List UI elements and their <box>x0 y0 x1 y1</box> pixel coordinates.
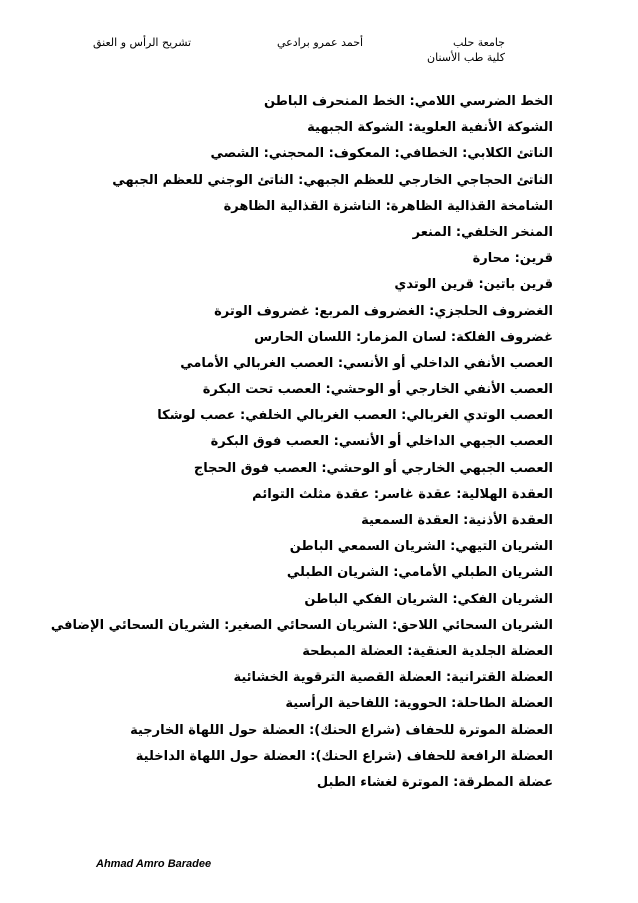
term-line: الشامخة القذالية الظاهرة: الناشزة القذالية الظاهرة <box>223 198 553 214</box>
term-line: العصب الجبهي الداخلي أو الأنسي: العصب فوق البكرة <box>210 434 553 450</box>
header-faculty: كلية طب الأسنان <box>427 51 505 64</box>
header-course: تشريح الرأس و العنق <box>93 36 192 49</box>
term-line: العصب الأنفي الخارجي أو الوحشي: العصب تحت البكرة <box>202 382 553 398</box>
term-line: الشوكة الأنفية العلوية: الشوكة الجبهية <box>307 120 553 136</box>
term-line: قرين: محارة <box>472 251 553 267</box>
term-line: الناتئ الكلابي: الخطافي: المعكوف: المحجني: الشصي <box>210 146 553 162</box>
term-line: العقدة الهلالية: عقدة غاسر: عقدة مثلث التوائم <box>252 486 553 502</box>
term-line: الخط الضرسي اللامي: الخط المنحرف الباطن <box>263 94 553 109</box>
term-line: العصب الجبهي الخارجي أو الوحشي: العصب فوق الحجاج <box>193 460 553 476</box>
term-line: العضلة الطاحلة: الحووية: اللفاحية الرأسية <box>285 696 553 712</box>
term-line: الشريان التيهي: الشريان السمعي الباطن <box>289 539 553 555</box>
term-line: عضلة المطرقة: الموترة لغشاء الطبل <box>316 774 553 790</box>
terms-list <box>50 92 553 799</box>
footer-author: Ahmad Amro Baradee <box>96 858 212 870</box>
term-line: الناتئ الحجاجي الخارجي للعظم الجبهي: الناتئ الوجني للعظم الجبهي <box>112 172 553 188</box>
term-line: العضلة الجلدية العنقية: العضلة المبطحة <box>302 643 553 659</box>
header-author: أحمد عمرو برادعي <box>277 36 364 49</box>
term-line: العضلة الرافعة للحفاف (شراع الحنك): العضلة حول اللهاة الداخلية <box>135 748 553 764</box>
term-line: العصب الأنفي الداخلي أو الأنسي: العصب الغربالي الأمامي <box>180 355 553 371</box>
term-line: العضلة الموترة للحفاف (شراع الحنك): العضلة حول اللهاة الخارجية <box>130 722 553 738</box>
term-line: قرين باتين: قرين الوتدي <box>394 277 553 293</box>
term-line: العصب الوتدي الغربالي: العصب الغربالي الخلفي: عصب لوشكا <box>157 408 553 424</box>
term-line: غضروف الفلكة: لسان المزمار: اللسان الحارس <box>254 329 553 345</box>
term-line: العقدة الأذنية: العقدة السمعية <box>361 513 553 528</box>
term-line: الشريان السحائي اللاحق: الشريان السحائي الصغير: الشريان السحائي الإضافي <box>50 617 553 633</box>
term-line: الغضروف الحلجزي: الغضروف المربع: غضروف الوترة <box>214 303 553 319</box>
term-line: الشريان الفكي: الشريان الفكي الباطن <box>304 591 553 607</box>
term-line: الشريان الطبلي الأمامي: الشريان الطبلي <box>286 565 553 581</box>
term-line: المنخر الخلفي: المنعر <box>412 224 553 240</box>
term-line: العضلة القترانية: العضلة القصية الترقوية الخشائية <box>233 670 553 686</box>
header-university: جامعة حلب <box>453 36 505 49</box>
